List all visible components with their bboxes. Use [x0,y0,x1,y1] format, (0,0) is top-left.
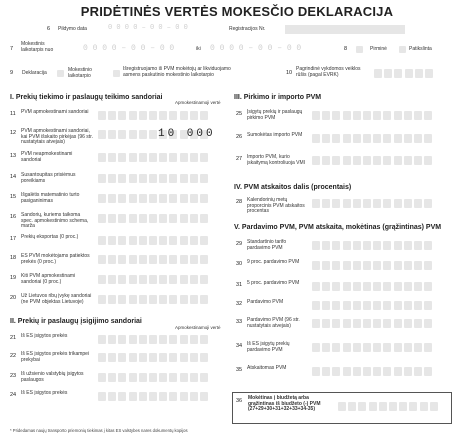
amount-cells[interactable] [312,282,432,291]
row-label: Prekių eksportas (0 proc.) [21,234,79,240]
period-from-label: Mokestinis laikotarpis nuo [21,41,54,53]
row-number: 8 [344,46,348,52]
row-label: Importo PVM, kurio įskaitymą kontroliuoja VMI [247,154,306,166]
row-number: 19 [10,275,17,281]
amount-cells[interactable] [312,134,432,143]
row-label: Susantoupitas prisiėmus poreikiams [21,172,76,184]
row-number: 14 [10,174,17,180]
row-label: Kiti PVM apmokestinami sandoriai (0 proc.) [21,273,76,285]
amount-cells[interactable] [312,367,432,376]
amount-cells[interactable] [312,156,432,165]
row-number: 10 [286,70,293,76]
row-label: Išgalėtis matematinio turto pasiganinimas [21,192,80,204]
row-label: PVM neapmokestinami sandoriai [21,151,73,163]
row-number: 7 [10,46,14,52]
amount-cells[interactable] [98,153,208,162]
row-label: Už Lietuvos ribų įvykę sandoriai (ne PVM objektas Lietuvoje) [21,293,92,305]
row-label: Atskaitomas PVM [247,365,287,371]
amount-cells[interactable] [312,343,432,352]
row-label: Pardavimo PVM (96 str. nustatytais atvejais) [247,317,300,329]
row-number: 24 [10,392,17,398]
row-label: Iš ES įsigytos prekės [21,390,68,396]
row-number: 33 [236,319,243,325]
row-label: Iš ES įsigytos prekės [21,333,68,339]
row-number: 28 [236,199,243,205]
amount-cells[interactable] [312,241,432,250]
row-label: 9 proc. pardavimo PVM [247,259,300,265]
row-label: PVM apmokestinami sandoriai, kai PVM išskaito pirkėjas (96 str. nustatytais atvejais) [21,128,93,146]
row-number: 17 [10,236,17,242]
row-number: 13 [10,153,17,159]
corrected-label: Patikslinta [409,46,432,52]
row-number: 26 [236,134,243,140]
row-number: 36 [236,398,243,404]
section-2-subheader: Apmokestinamoji vertė [175,325,221,330]
period-from-field[interactable]: 0 0 0 0 – 0 0 – 0 0 [83,44,175,53]
section-3-title: III. Pirkimo ir importo PVM [234,94,322,101]
row-number: 12 [10,130,17,136]
activity-label: Pagrindinė vykdomos veiklos rūšis (pagal EVRK) [296,66,361,78]
row-number: 25 [236,111,243,117]
row-label: Sumokėtas importo PVM [247,132,303,138]
row-number: 32 [236,301,243,307]
deregistration-option-checkbox[interactable] [113,70,120,77]
amount-value: 10 000 [158,128,216,140]
primary-label: Pirminė [370,46,387,52]
page-title: PRIDĖTINĖS VERTĖS MOKESČIO DEKLARACIJA [80,4,394,19]
row-number: 27 [236,156,243,162]
amount-cells[interactable] [98,353,208,362]
row-number: 9 [10,70,14,76]
registration-no-label: Registracijos Nr. [229,26,266,32]
row-number: 15 [10,194,17,200]
primary-checkbox[interactable] [356,46,363,53]
amount-cells[interactable] [312,111,432,120]
section-1-title: I. Prekių tiekimo ir paslaugų teikimo sandoriai [10,94,163,101]
fill-date-label: Pildymo data [58,26,87,32]
amount-cells[interactable] [312,319,432,328]
amount-cells[interactable] [98,392,208,401]
row-number: 22 [10,353,17,359]
amount-cells[interactable] [98,214,208,223]
row-number: 20 [10,295,17,301]
period-to-field[interactable]: 0 0 0 0 – 0 0 – 0 0 [210,44,302,53]
period-option-label: Mokestinio laikotarpio [68,67,92,79]
amount-cells[interactable] [98,373,208,382]
section-5-title: V. Pardavimo PVM, PVM atskaita, mokėtinas (grąžintinas) PVM [234,224,442,231]
total-value-cells[interactable] [338,402,438,411]
period-option-checkbox[interactable] [57,70,64,77]
row-number: 6 [47,26,51,32]
row-label: Pardavimo PVM [247,299,284,305]
row-number: 31 [236,282,243,288]
row-number: 30 [236,261,243,267]
amount-cells[interactable] [98,111,208,120]
row-label: Iš ES įsigytų prekių pardavimo PVM [247,341,290,353]
total-label: Mokėtinas į biudžetą arba grąžintinas iš biudžeto (-) PVM (27+29+30+31+32+33+34-35) [248,395,321,413]
row-label: ES PVM mokėtojams patiektos prekės (0 proc.) [21,253,90,265]
row-number: 18 [10,255,17,261]
amount-cells[interactable] [312,261,432,270]
amount-cells[interactable] [312,199,432,208]
registration-no-field[interactable] [285,25,405,34]
section-1-subheader: Apmokestinamoji vertė [175,100,221,105]
declaration-label: Deklaracija [22,70,47,76]
row-label: Sandorių, kuriems taikoma spec. apmokestinimo schema, marža [21,212,89,230]
row-label: Iš užsienio valstybių įsigytos paslaugos [21,371,84,383]
amount-cells[interactable] [98,335,208,344]
row-number: 16 [10,214,17,220]
period-to-label: iki [196,46,201,52]
fill-date-field[interactable]: 0 0 0 0 – 0 0 – 0 0 [108,24,188,32]
amount-cells[interactable] [98,295,208,304]
row-number: 23 [10,373,17,379]
row-number: 11 [10,111,16,117]
section-4-title: IV. PVM atskaitos dalis (procentais) [234,184,352,191]
row-number: 29 [236,241,243,247]
section-2-title: II. Prekių ir paslaugų įsigijimo sandoriai [10,318,142,325]
footnote: * Pridedamas naujų transporto priemonių tiekimas į kitas ES valstybes nares dokumentų kopijos [10,428,188,433]
row-label: Įsigytų prekių ir paslaugų pirkimo PVM [247,109,303,121]
activity-code-cells[interactable] [374,69,433,78]
row-label: Standartinio tarifo pardavimo PVM [247,239,287,251]
amount-cells[interactable] [312,301,432,310]
amount-cells[interactable] [98,236,208,245]
amount-cells[interactable] [98,255,208,264]
row-label: Iš ES įsigytos prekės trikampei prekybai [21,351,90,363]
row-label: 5 proc. pardavimo PVM [247,280,300,286]
row-number: 35 [236,367,243,373]
amount-cells[interactable] [98,275,208,284]
row-label: PVM apmokestinami sandoriai [21,109,89,115]
deregistration-option-label: Išregistruojamo iš PVM mokėtojų ar likviduojamo asmens paskutinio mokestinio laikotarpio [123,66,231,78]
row-number: 34 [236,343,243,349]
amount-cells[interactable] [98,194,208,203]
row-number: 21 [10,335,17,341]
corrected-checkbox[interactable] [399,46,406,53]
amount-cells[interactable] [98,174,208,183]
row-label: Kalendorinių metų proporcinis PVM atskaitos procentas [247,197,305,215]
